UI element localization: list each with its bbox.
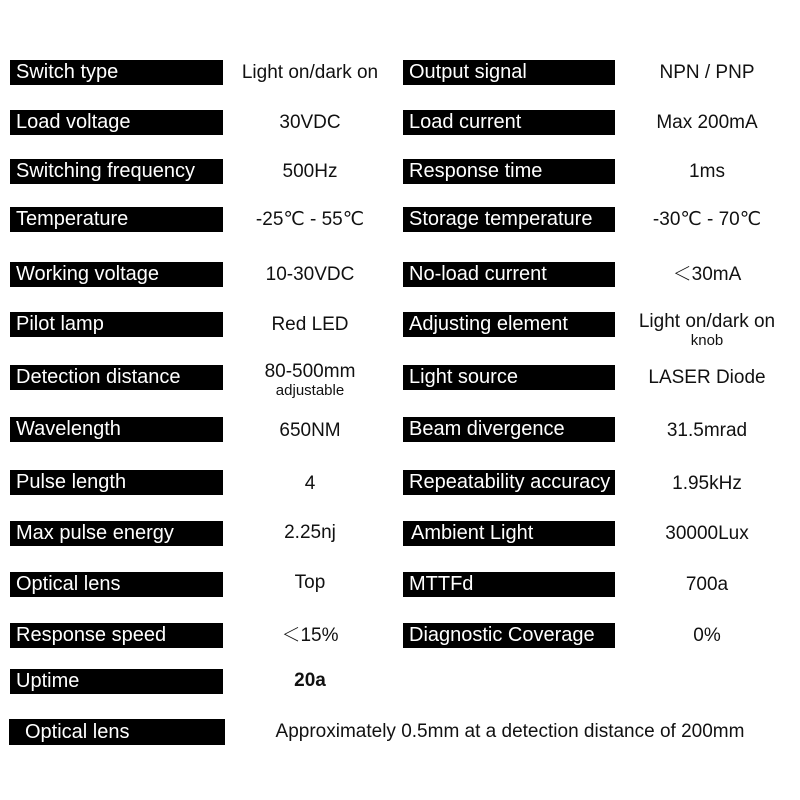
spec-row — [0, 572, 800, 616]
spec-value: 700a — [685, 574, 729, 595]
spec-row — [0, 623, 800, 667]
spec-label: Adjusting element — [403, 312, 615, 337]
spec-label: No-load current — [403, 262, 615, 287]
spec-label: Working voltage — [10, 262, 223, 287]
spec-value: NPN / PNP — [659, 62, 755, 83]
spec-value-sub: adjustable — [275, 382, 345, 399]
spec-label: Max pulse energy — [10, 521, 223, 546]
spec-label: Pulse length — [10, 470, 223, 495]
spec-value: 31.5mrad — [666, 420, 748, 441]
spec-label: Light source — [403, 365, 615, 390]
spec-value — [224, 361, 396, 399]
spec-label: Response speed — [10, 623, 223, 648]
spec-value — [617, 311, 797, 349]
spec-value: 10-30VDC — [265, 264, 355, 285]
spec-value: ＜15% — [281, 625, 339, 646]
spec-label: Load current — [403, 110, 615, 135]
spec-label: Switching frequency — [10, 159, 223, 184]
spec-value: 20a — [294, 670, 326, 691]
spec-label: Ambient Light — [403, 521, 615, 546]
spec-value: Light on/dark on — [241, 62, 379, 83]
spec-value: 1ms — [689, 161, 725, 182]
spec-label: Repeatability accuracy — [403, 470, 615, 495]
spec-value-sub: knob — [690, 332, 724, 349]
spec-label: Pilot lamp — [10, 312, 223, 337]
spec-row — [0, 312, 800, 356]
spec-label: Output signal — [403, 60, 615, 85]
spec-value: 30VDC — [279, 112, 341, 133]
spec-label: Uptime — [10, 669, 223, 694]
spec-label: MTTFd — [403, 572, 615, 597]
spec-row — [0, 470, 800, 514]
spec-label: Detection distance — [10, 365, 223, 390]
spec-label: Temperature — [10, 207, 223, 232]
spec-label: Storage temperature — [403, 207, 615, 232]
spec-value: 650NM — [279, 420, 341, 441]
spec-value: 500Hz — [282, 161, 338, 182]
spec-label: Diagnostic Coverage — [403, 623, 615, 648]
spec-label: Optical lens — [10, 572, 223, 597]
spec-value-main: 80-500mm — [264, 361, 356, 382]
spec-row — [0, 669, 800, 713]
spec-row — [0, 159, 800, 203]
spec-value: 4 — [304, 473, 316, 494]
spec-label: Switch type — [10, 60, 223, 85]
spec-label: Beam divergence — [403, 417, 615, 442]
spec-label: Load voltage — [10, 110, 223, 135]
spec-label: Response time — [403, 159, 615, 184]
spec-value: 2.25nj — [284, 522, 336, 543]
spec-value: 1.95kHz — [672, 473, 742, 494]
spec-value: Red LED — [271, 314, 349, 335]
spec-row — [0, 262, 800, 306]
spec-value: ＜30mA — [672, 264, 742, 285]
spec-value: LASER Diode — [648, 367, 766, 388]
spec-row — [0, 521, 800, 565]
spec-row — [0, 60, 800, 104]
spec-value: Max 200mA — [656, 112, 758, 133]
spec-value: -25℃ - 55℃ — [255, 209, 365, 230]
spec-value-main: Light on/dark on — [638, 311, 776, 332]
spec-value: 30000Lux — [665, 523, 749, 544]
spec-label: Wavelength — [10, 417, 223, 442]
spec-value: -30℃ - 70℃ — [652, 209, 762, 230]
footer-label: Optical lens — [9, 719, 225, 745]
footer-value: Approximately 0.5mm at a detection distance of 200mm — [275, 721, 745, 742]
spec-row — [0, 361, 800, 409]
spec-value: 0% — [693, 625, 721, 646]
spec-value: Top — [294, 572, 326, 593]
spec-row — [0, 207, 800, 251]
spec-row — [0, 110, 800, 154]
spec-row — [0, 417, 800, 461]
